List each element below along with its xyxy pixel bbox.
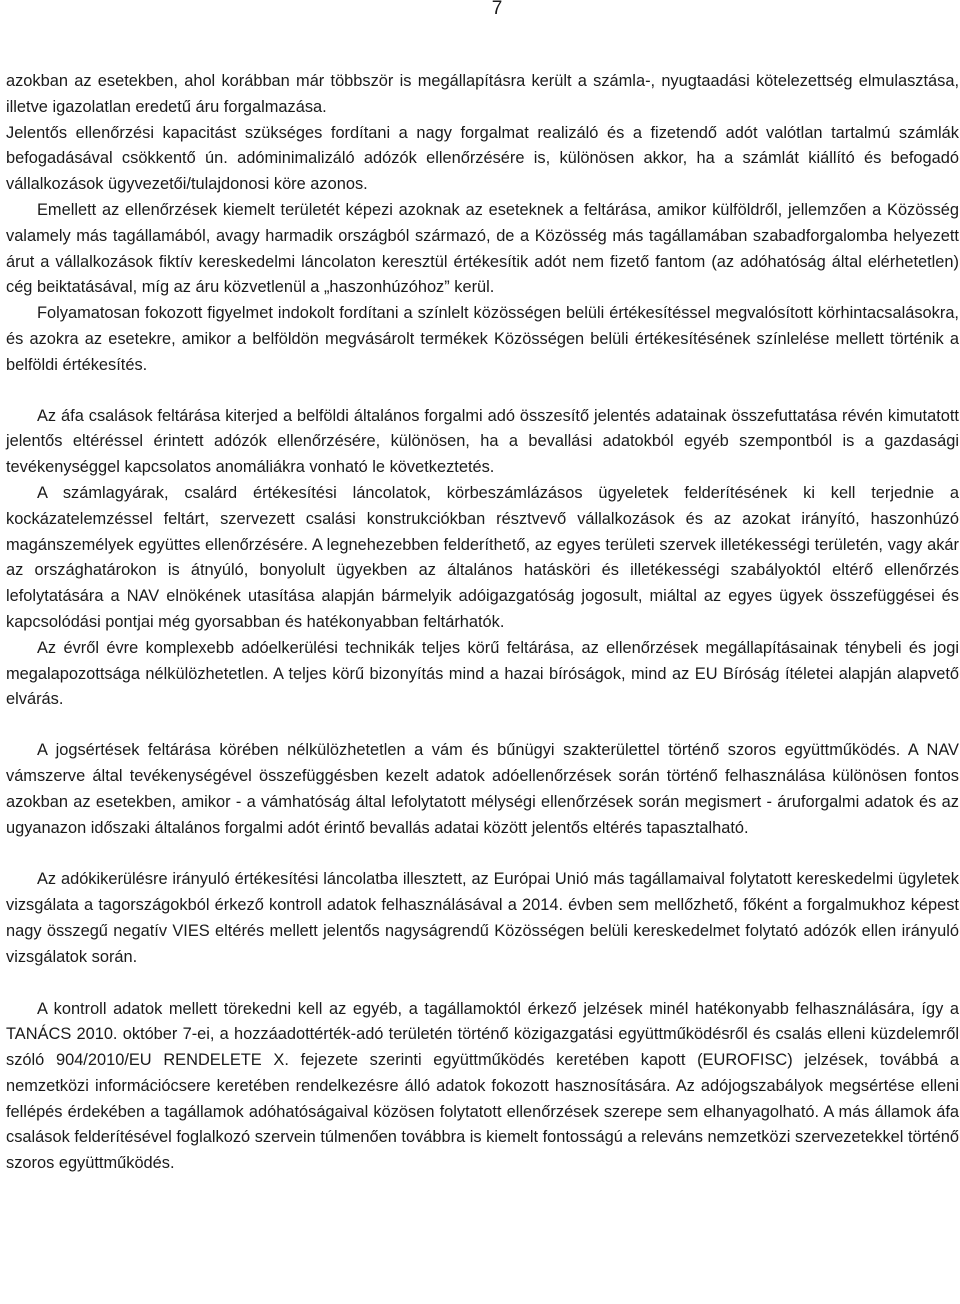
paragraph: Az áfa csalások feltárása kiterjed a belföldi általános forgalmi adó összesítő jelentés adatainak összefuttatása révén kimutatott jelentős eltéréssel érintett adózók ellenőrzésére, különösen, ha a bevallási adatokból egyéb szempontból is a gazdasági tevékenységgel kapcsolatos anomáliákra vonható le következtetés.	[6, 406, 959, 477]
paragraph: Folyamatosan fokozott figyelmet indokolt fordítani a színlelt közösségen belüli értékesítéssel megvalósított körhintacsalásokra, és azokra az esetekre, amikor a belföldön megvásárolt termékek Közösségen belüli értékesítésének színlelése mellett történik a belföldi értékesítés.	[6, 304, 959, 374]
paragraph: Az adókikerülésre irányuló értékesítési láncolatba illesztett, az Európai Unió más tagállamaival folytatott kereskedelmi ügyletek vizsgálata a tagországokból érkező kontroll adatok felhasználásával a 2014. évben sem mellőzhető, főként a forgalmukhoz képest nagy összegű negatív VIES eltérés mellett jelentős nagyságrendű Közösségen belüli kereskedelmet folytató adózók ellen irányuló vizsgálatok során.	[6, 870, 959, 966]
page-number: 7	[491, 0, 503, 19]
paragraph: A jogsértések feltárása körében nélkülözhetetlen a vám és bűnügyi szakterülettel történő szoros együttműködés. A NAV vámszerve által tevékenységével összefüggésben kezelt adatok adóellenőrzések során történő felhasználása különösen fontos azokban az esetekben, amikor - a vámhatóság által lefolytatott mélységi ellenőrzések során megismert - áruforgalmi adatok és az ugyanazon időszaki általános forgalmi adót érintő bevallás adatai között jelentős eltérés tapasztalható.	[6, 741, 959, 837]
document-body	[6, 69, 959, 1177]
paragraph: Emellett az ellenőrzések kiemelt területét képezi azoknak az eseteknek a feltárása, amikor külföldről, jellemzően a Közösség valamely más tagállamából, avagy harmadik országból származó, de a Közösség más tagállamában szabadforgalomba helyezett árut a vállalkozások fiktív kereskedelmi láncolaton keresztül értékesítik adót nem fizető fantom (az adóhatóság által elérhetetlen) cég beiktatásával, míg az áru közvetlenül a „haszonhúzóhoz” kerül.	[6, 200, 959, 297]
paragraph: A kontroll adatok mellett törekedni kell az egyéb, a tagállamoktól érkező jelzések minél hatékonyabb felhasználására, így a TANÁCS 2010. október 7-ei, a hozzáadottérték-adó területén történő közigazgatási együttműködésről és csalás elleni küzdelemről szóló 904/2010/EU RENDELETE X. fejezete szerinti együttműködés keretében kapott (EUROFISC) jelzések, továbbá a nemzetközi információcsere keretében rendelkezésre álló adatok fokozott hasznosítására. Az adójogszabályok megsértése elleni fellépés érdekében a tagállamok adóhatóságaival közösen folytatott ellenőrzések szerepe sem elhanyagolható. A más államok áfa csalások felderítésével foglalkozó szervein túlmenően továbbra is kiemelt fontosságú a releváns nemzetközi szervezetekkel történő szoros együttműködés.	[6, 999, 959, 1173]
paragraph	[6, 69, 959, 198]
paragraph-text: Jelentős ellenőrzési kapacitást szükséges fordítani a nagy forgalmat realizáló és a fizetendő adót valótlan tartalmú számlák befogadásával csökkentő ún. adóminimalizáló adózók ellenőrzésére is, különösen akkor, ha a számlát kiállító és befogadó vállalkozások ügyvezetői/tulajdonosi köre azonos.	[6, 123, 959, 194]
paragraph: A számlagyárak, csalárd értékesítési láncolatok, körbeszámlázásos ügyeletek felderítésének ki kell terjednie a kockázatelemzéssel feltárt, szervezett csalási konstrukciókban résztvevő vállalkozások és az azokat irányító, haszonhúzó magánszemélyek együttes ellenőrzésére. A legnehezebben felderíthető, az egyes területi szervek illetékességi területén, vagy akár az országhatárokon is átnyúló, bonyolult ügyekben az általános hatásköri és illetékességi szabályoktól eltérő ellenőrzés lefolytatására a NAV elnökének utasítása alapján bármelyik adóigazgatóság jogosult, miáltal az egyes ügyek összefüggései és kapcsolódási pontjai még gyorsabban és hatékonyabban feltárhatók.	[6, 483, 959, 631]
paragraph-continuation: azokban az esetekben, ahol korábban már többször is megállapításra került a számla-, nyugtaadási kötelezettség elmulasztása, illetve igazolatlan eredetű áru forgalmazása.	[6, 72, 959, 116]
paragraph: Az évről évre komplexebb adóelkerülési technikák teljes körű feltárása, az ellenőrzések megállapításainak ténybeli és jogi megalapozottsága nélkülözhetetlen. A teljes körű bizonyítás mind a hazai bíróságok, mind az EU Bíróság ítéletei alapján alapvető elvárás.	[6, 638, 959, 709]
